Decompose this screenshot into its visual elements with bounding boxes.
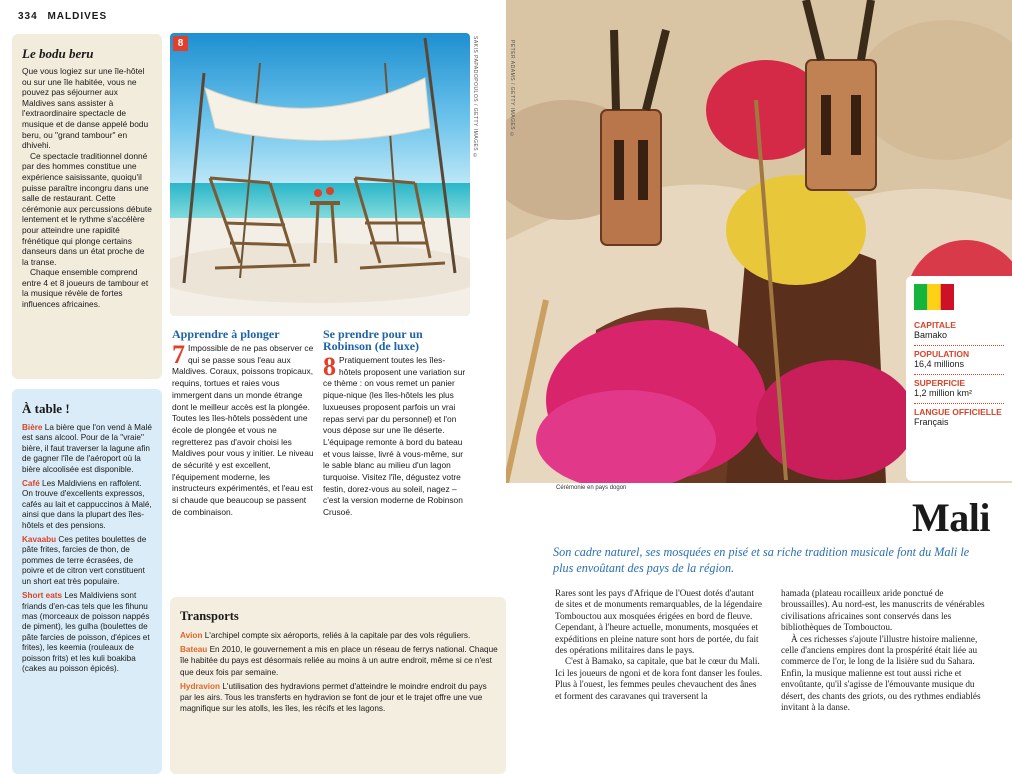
page-title: Mali xyxy=(912,495,990,540)
transport-item xyxy=(180,630,498,641)
robinson-text xyxy=(323,352,466,519)
mali-paragraph: C'est à Bamako, sa capitale, que bat le cœur du Mali. Ici les joueurs de ngoni et de kora font danser les foules. Plus à l'ouest, les femmes peules chevauchent des ânes et forment des caravanes qui traversent la xyxy=(555,656,763,701)
bodu-beru-paragraph: Ce spectacle traditionnel donné par des hommes constitue une expérience saisissante, quoiqu'il puisse paraître incongru dans une salle de restaurant. Cette cérémonie aux percussions débute lentement et le rythme s'accélère pour atteindre une rapidité frénétique qui plonge certains danseurs dans un état proche de la transe. xyxy=(22,150,152,267)
mali-lead: Son cadre naturel, ses mosquées en pisé et sa riche tradition musicale font du Mali le plus envoûtant des pays de la région. xyxy=(553,545,970,575)
robinson-title: Se prendre pour un Robinson (de luxe) xyxy=(323,327,423,353)
food-item-text: Ces petites boulettes de pâte frites, farcies de thon, de pommes de terre écrasées, de poivre et de citron vert constituent un short eat très populaire. xyxy=(22,535,147,586)
mali-photo-caption: Cérémonie en pays dogon xyxy=(556,485,627,491)
transport-item-text: L'utilisation des hydravions permet d'atteindre le moindre endroit du pays par les airs. Tous les transferts en hydravion se font de jour et le trajet offre une vue magnifique sur les atolls, les îles, les récifs et les lagons. xyxy=(180,681,487,714)
plonger-number: 7 xyxy=(172,340,185,369)
running-head-title: MALDIVES xyxy=(47,11,108,22)
plonger-section xyxy=(172,328,315,519)
fact-label: POPULATION xyxy=(914,349,970,359)
bodu-beru-title: Le bodu beru xyxy=(22,46,94,61)
plonger-text xyxy=(172,340,315,519)
mali-paragraph: Rares sont les pays d'Afrique de l'Ouest dotés d'autant de sites et de monuments remarquables, de la légendaire Tombouctou aux mosquées érigées en bord de fleuve. Cependant, à l'heure actuelle, monuments, mosquées et expéditions en pleine nature sont hors de portée, du fait des opérations militaires dans le pays. xyxy=(555,588,762,656)
mali-body-column-2 xyxy=(781,588,989,713)
transport-item-key: Avion xyxy=(180,631,203,640)
transport-item-text: L'archipel compte six aéroports, reliés à la capitale par des vols réguliers. xyxy=(202,631,471,640)
country-facts-panel xyxy=(906,276,1012,481)
bodu-beru-paragraph: Chaque ensemble comprend entre 4 et 8 joueurs de tambour et la musique révèle de fortes influences africaines. xyxy=(22,267,149,310)
food-item-key: Café xyxy=(22,479,40,489)
food-item-text: Les Maldiviens en raffolent. On trouve d'excellents expressos, cafés au lait et cappuccinos à Malé, ainsi que dans la plupart des îles-hôtels et des pensions. xyxy=(22,479,152,530)
food-item-key: Bière xyxy=(22,423,43,432)
fact-label: LANGUE OFFICIELLE xyxy=(914,407,1002,417)
fact-value: 1,2 million km² xyxy=(914,388,1004,404)
transport-item-text: En 2010, le gouvernement a mis en place un réseau de ferrys national. Chaque île habitée du pays est désormais reliée au moins à un autre endroit, même si ce n'est que deux fois par semaine. xyxy=(180,645,498,677)
transports-title: Transports xyxy=(180,609,239,623)
food-item-text: Les Maldiviens sont friands d'en-cas tels que les fihunu mas (morceaux de poisson nappés de piment), les gulha (boulettes de pâte farcies de poisson, d'épices et frites), les keemia (rouleaux de poisson frits) et les kuli boakiba (cakes au poisson épicés). xyxy=(22,591,150,673)
mali-paragraph: hamada (plateau rocailleux aride ponctué de broussailles). Au nord-est, les manuscrits de vénérables civilisations africaines sont conservés dans les bibliothèques de Tombouctou. xyxy=(781,588,985,633)
bodu-beru-box xyxy=(12,34,162,379)
transport-item xyxy=(180,644,498,678)
food-item xyxy=(22,423,154,475)
food-item xyxy=(22,591,154,674)
running-head xyxy=(18,11,107,22)
transport-item-key: Hydravion xyxy=(180,681,221,691)
robinson-number: 8 xyxy=(323,352,336,381)
mali-body-column-1 xyxy=(555,588,763,702)
robinson-section xyxy=(323,328,466,519)
fact-value: Français xyxy=(914,417,949,427)
fact-value: 16,4 millions xyxy=(914,359,1004,375)
photo-number-badge: 8 xyxy=(173,36,188,51)
food-item-key: Kavaabu xyxy=(22,535,57,545)
beach-photo xyxy=(170,33,470,316)
plonger-title: Apprendre à plonger xyxy=(172,327,280,341)
mali-photo-credit: PETER ADAMS / GETTY IMAGES © xyxy=(509,40,515,139)
food-item-text: La bière que l'on vend à Malé est sans alcool. Pour de la "vraie" bière, il faut traverser la lagune afin de gagner l'île de l'aéroport où la bière alcoolisée est disponible. xyxy=(22,423,152,474)
transport-item xyxy=(180,681,498,715)
page-number: 334 xyxy=(18,11,38,22)
fact-label: SUPERFICIE xyxy=(914,378,966,388)
a-table-box xyxy=(12,389,162,774)
beach-photo-credit: SAKIS PAPADOPOULOS / GETTY IMAGES © xyxy=(472,36,478,160)
fact-value: Bamako xyxy=(914,330,1004,346)
plonger-body: Impossible de ne pas observer ce qui se passe sous l'eau aux Maldives. Coraux, poissons tropicaux, requins, tortues et raies vous immergent dans un monde étrange dont le meilleur accès est la plongée. Toutes les îles-hôtels possèdent une école de plongée et vous ne regretterez pas d'avoir choisi les Maldives pour vous y initier. Le niveau de sécurité y est excellent, l'équipement moderne, les instructeurs expérimentés, et l'eau est si chaude que beaucoup se passent de combinaison. xyxy=(172,343,314,517)
food-item xyxy=(22,479,154,531)
mali-flag-icon xyxy=(914,284,954,310)
food-item xyxy=(22,535,154,587)
mali-paragraph: À ces richesses s'ajoute l'illustre histoire malienne, celle d'anciens empires dont la prospérité était liée au commerce de l'or, le long de la lisière sud du Sahara. Enfin, la musique malienne est tout aussi riche et envoûtante, qu'il s'agisse de l'émouvante musique du désert, des chants des griots, ou des rythmes endiablés invitant à la danse. xyxy=(781,633,981,713)
fact-label: CAPITALE xyxy=(914,320,956,330)
food-item-key: Short eats xyxy=(22,591,63,601)
transport-item-key: Bateau xyxy=(180,645,208,655)
transports-box xyxy=(170,597,506,774)
bodu-beru-paragraph: Que vous logiez sur une île-hôtel ou sur une île habitée, vous ne pouvez pas séjourner aux Maldives sans assister à l'extraordinaire spectacle de musique et de danse appelé bodu beru, ou "grand tambour" en dhivehi. xyxy=(22,66,149,151)
a-table-title: À table ! xyxy=(22,401,70,416)
robinson-body: Pratiquement toutes les îles-hôtels proposent une variation sur ce thème : on vous remet un panier pique-nique (les îles-hôtels les plus luxueuses proposent parfois un vrai repas servi par du personnel) et l'on vous dépose sur une île déserte. L'équipage remonte à bord du bateau et vous laisse, livré à vous-même, sur le sable blanc au milieu d'un lagon turquoise. Visitez l'île, dégustez votre festin, dorez-vous au soleil, nagez – c'est la version moderne de Robinson Crusoé. xyxy=(323,355,466,518)
